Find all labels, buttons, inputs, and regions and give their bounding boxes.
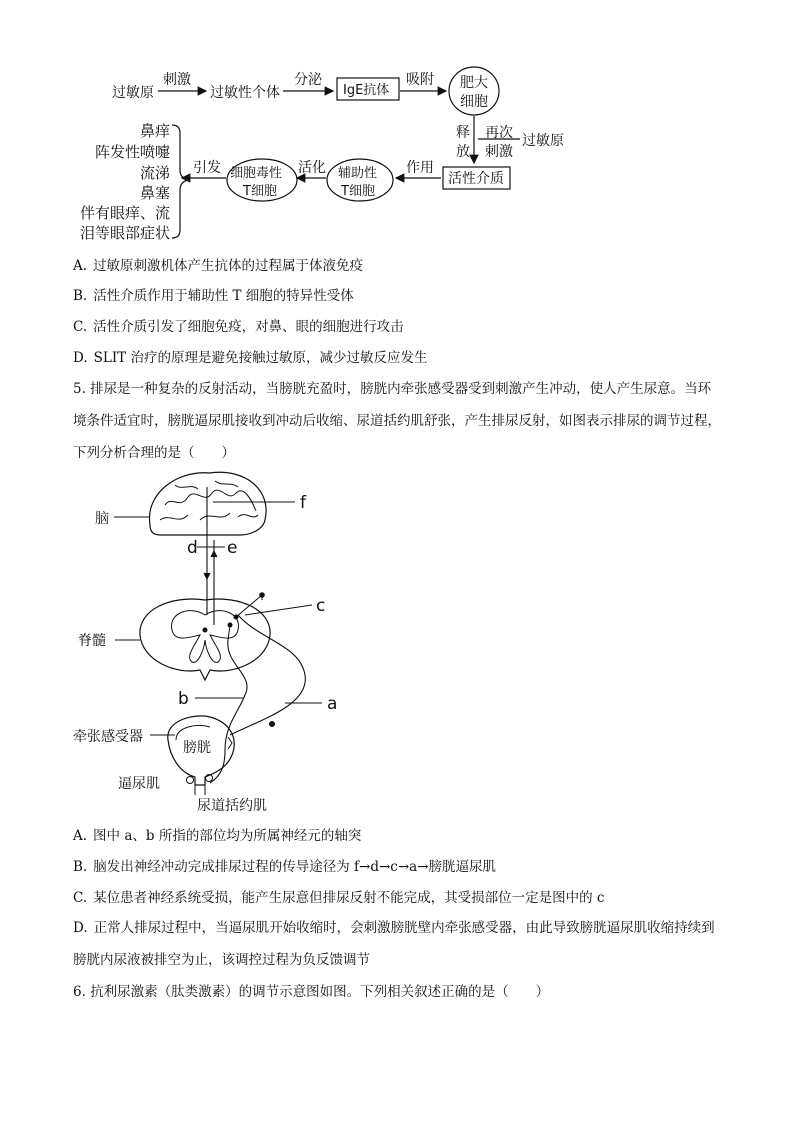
q4-option-d [73, 348, 427, 368]
brain-outline [149, 472, 266, 535]
label-a: a [327, 694, 338, 714]
stretch-receptor-label: 牵张感受器 [73, 729, 143, 745]
q5-stem: 5. 排尿是一种复杂的反射活动，当膀胱充盈时，膀胱内牵张感受器受到刺激产生冲动，使人产生尿意。当环境条件适宜时，膀胱逼尿肌接收到冲动后收缩、尿道括约肌舒张，产生排尿反射，如图表示排尿的调节过程，下列分析合理的是（ ） [73, 381, 721, 461]
label-c: c [316, 596, 326, 616]
helper-t-label-1: 辅助性 [338, 166, 378, 181]
option-letter: A. [73, 828, 88, 844]
active-mediator-label: 活性介质 [448, 171, 504, 187]
spinal-cord-outline [140, 599, 270, 680]
symptom-1: 鼻痒 [139, 122, 170, 140]
urination-diagram [0, 465, 794, 825]
allergen-label: 过敏原 [112, 85, 154, 101]
release-label-2: 放 [456, 144, 470, 160]
q4-option-b [73, 286, 354, 306]
ige-antibody-label: IgE抗体 [343, 83, 390, 98]
allergy-diagram [0, 0, 794, 250]
again-label-1: 再次 [485, 125, 513, 141]
brain-label: 脑 [95, 511, 109, 527]
cytotoxic-t-label-1: 细胞毒性 [230, 166, 283, 181]
release-label-1: 释 [456, 125, 470, 141]
option-letter: C. [73, 890, 88, 906]
symptom-4: 鼻塞 [139, 184, 170, 202]
option-letter: B. [73, 859, 88, 875]
option-text: 某位患者神经系统受损，能产生尿意但排尿反射不能完成，其受损部位一定是图中的 c [93, 890, 605, 906]
adsorb-label: 吸附 [406, 72, 434, 88]
option-text: 脑发出神经冲动完成排尿过程的传导途径为 f→d→c→a→膀胱逼尿肌 [93, 859, 497, 875]
option-letter: D. [73, 920, 88, 936]
bladder-label: 膀胱 [183, 740, 211, 756]
spinal-cord-label: 脊髓 [78, 633, 106, 649]
symptom-5: 伴有眼痒、流 [79, 204, 170, 222]
symptom-3: 流涕 [139, 164, 170, 182]
option-text: 正常人排尿过程中，当逼尿肌开始收缩时，会刺激膀胱壁内牵张感受器，由此导致膀胱逼尿肌收缩持续到膀胱内尿液被排空为止，该调控过程为负反馈调节 [73, 920, 715, 968]
sensitized-individual-label: 过敏性个体 [210, 85, 280, 101]
option-text: SLIT 治疗的原理是避免接触过敏原，减少过敏反应发生 [93, 350, 428, 366]
cytotoxic-t-label-2: T细胞 [243, 184, 277, 199]
allergen-again-label: 过敏原 [522, 133, 564, 149]
again-label-2: 刺激 [485, 144, 513, 160]
q4-option-a [73, 256, 363, 276]
symptoms-brace [172, 125, 188, 238]
option-text: 过敏原刺激机体产生抗体的过程属于体液免疫 [93, 258, 364, 274]
symptom-2: 阵发性喷嚏 [94, 143, 170, 161]
q5-option-a [73, 826, 361, 846]
mast-cell-label-2: 细胞 [460, 94, 488, 110]
sphincter-label: 尿道括约肌 [197, 798, 267, 814]
fiber-a [230, 615, 305, 735]
label-e: e [227, 538, 238, 558]
option-letter: D. [73, 350, 88, 366]
option-text: 活性介质引发了细胞免疫，对鼻、眼的细胞进行攻击 [93, 319, 404, 335]
label-f: f [300, 493, 306, 513]
q4-option-c [73, 317, 404, 337]
mast-cell-label-1: 肥大 [460, 75, 488, 91]
label-b: b [178, 689, 189, 709]
detrusor-label: 逼尿肌 [118, 776, 160, 792]
act-on-label: 作用 [406, 160, 434, 176]
q6-stem: 6. 抗利尿激素（肽类激素）的调节示意图如图。下列相关叙述正确的是（ ） [73, 984, 550, 1000]
stimulate-label: 刺激 [163, 72, 191, 88]
activate-label: 活化 [298, 160, 326, 176]
trigger-label: 引发 [193, 160, 221, 176]
secrete-label: 分泌 [294, 72, 322, 88]
helper-t-label-2: T细胞 [341, 184, 375, 199]
symptom-6: 泪等眼部症状 [79, 224, 170, 242]
option-letter: B. [73, 288, 88, 304]
brain-folds [160, 481, 258, 520]
label-d: d [187, 538, 198, 558]
option-text: 活性介质作用于辅助性 T 细胞的特异性受体 [93, 288, 354, 304]
option-letter: A. [73, 258, 88, 274]
q5-option-c [73, 888, 605, 908]
option-text: 图中 a、b 所指的部位均为所属神经元的轴突 [93, 828, 362, 844]
q5-option-d [73, 912, 723, 976]
q5-option-b [73, 857, 496, 877]
option-letter: C. [73, 319, 88, 335]
